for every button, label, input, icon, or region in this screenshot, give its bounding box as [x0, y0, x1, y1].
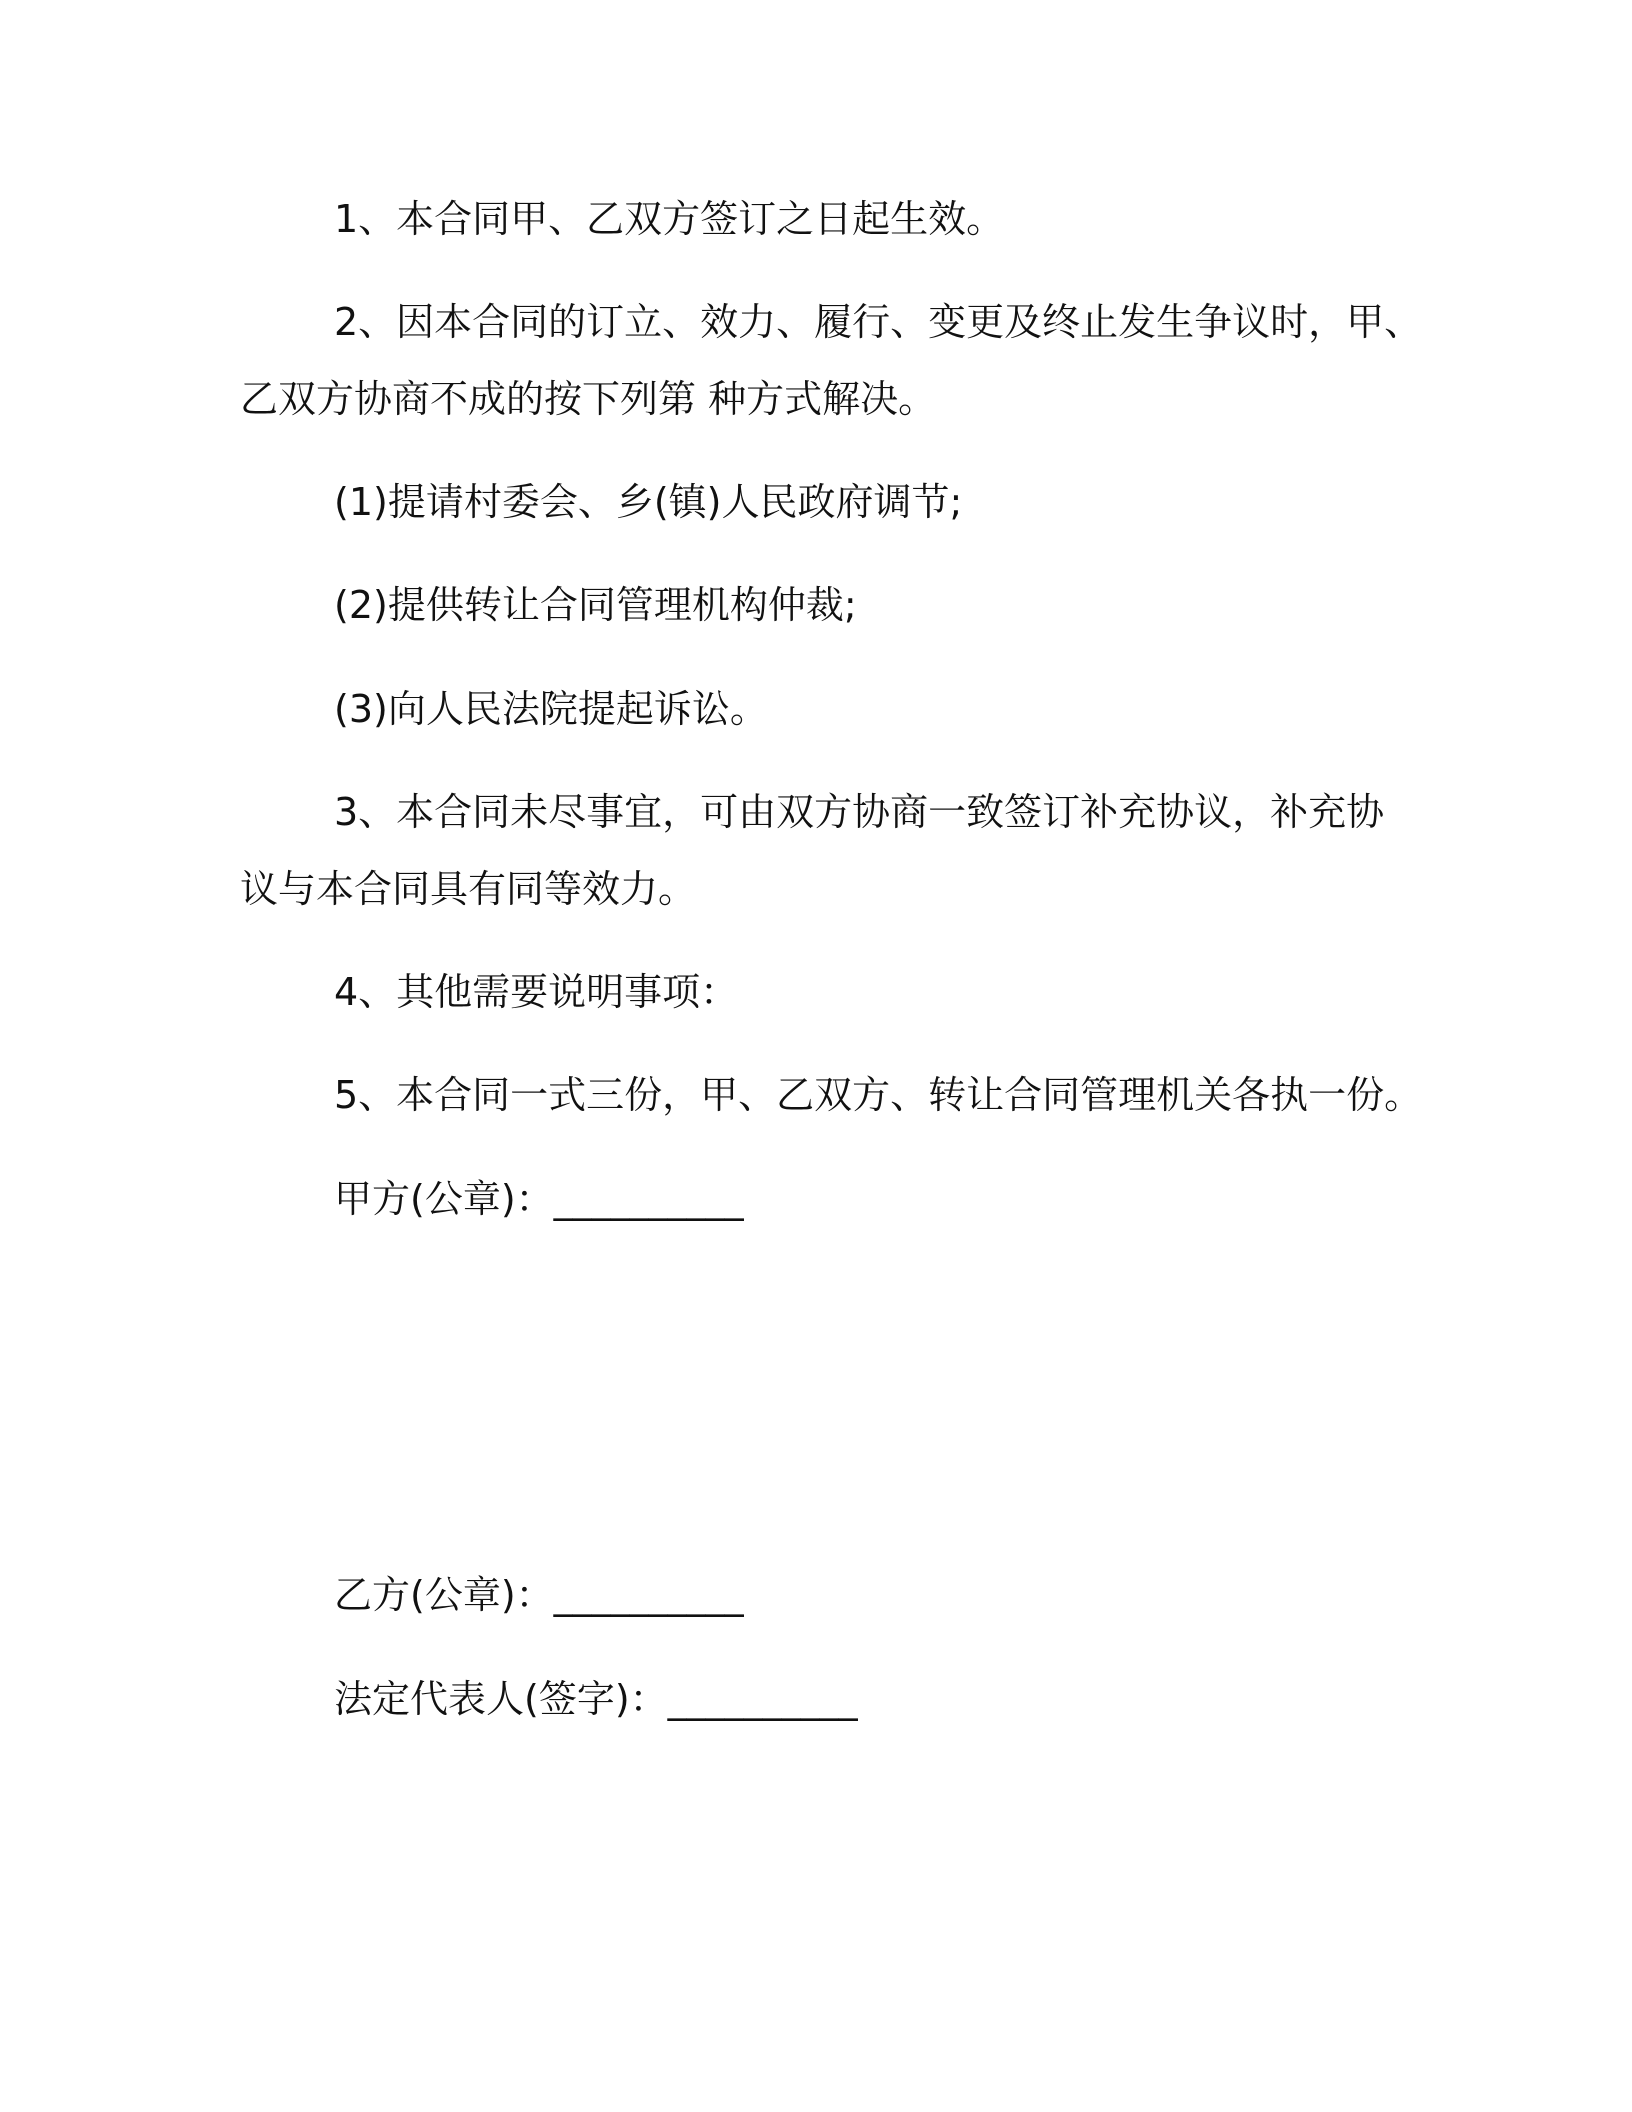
legal-representative-signature-line: 法定代表人(签字)：__________ [334, 1677, 858, 1721]
clause-2-line-2: 乙双方协商不成的按下列第 种方式解决。 [240, 377, 937, 421]
party-b-seal-line: 乙方(公章)：__________ [334, 1573, 744, 1617]
clause-2-line-1: 2、因本合同的订立、效力、履行、变更及终止发生争议时，甲、 [334, 300, 1423, 344]
clause-3-line-2: 议与本合同具有同等效力。 [240, 867, 697, 911]
clause-3-line-1: 3、本合同未尽事宜，可由双方协商一致签订补充协议，补充协 [334, 790, 1385, 834]
clause-2-option-3: (3)向人民法院提起诉讼。 [334, 687, 768, 731]
clause-1: 1、本合同甲、乙双方签订之日起生效。 [334, 197, 1005, 241]
clause-2-option-1: (1)提请村委会、乡(镇)人民政府调节; [334, 480, 963, 524]
clause-5: 5、本合同一式三份，甲、乙双方、转让合同管理机关各执一份。 [334, 1073, 1423, 1117]
clause-2-option-2: (2)提供转让合同管理机构仲裁; [334, 583, 857, 627]
clause-4: 4、其他需要说明事项： [334, 970, 739, 1014]
party-a-seal-line: 甲方(公章)：__________ [334, 1177, 744, 1221]
